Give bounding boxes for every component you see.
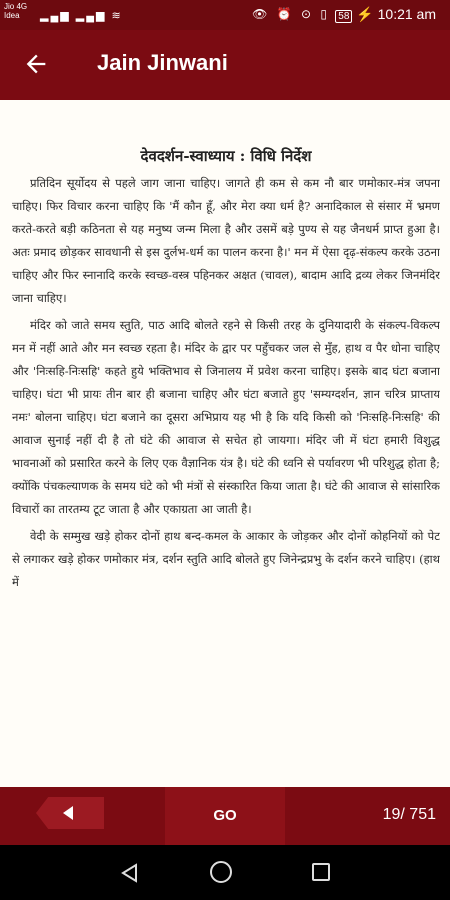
nav-home-icon[interactable] [210,861,232,883]
paragraph: वेदी के सम्मुख खड़े होकर दोनों हाथ बन्द-कमल के आकार के जोड़कर और दोनों कोहनियों को पेट से लगाकर खड़े होकर णमोकार मंत्र, दर्शन स्तुति आदि बोलते हुए जिनेन्द्रप्रभु के दर्शन करने चाहिए। (हाथ में [12,529,440,589]
status-bar [0,0,450,30]
arrow-left-icon [22,50,50,78]
clock-time: 10:21 am [377,6,436,22]
carrier-info [4,2,27,20]
reading-content[interactable] [12,140,440,780]
previous-page-button[interactable] [36,797,104,829]
nav-back-icon[interactable] [120,863,140,883]
app-bar [0,30,450,100]
nav-recents-icon[interactable] [312,863,330,881]
system-nav-bar [0,845,450,900]
carrier-primary: Jio 4G [4,2,28,11]
status-icons: 👁 ⏰ ⊙ ▯ [252,7,330,21]
paragraph: प्रतिदिन सूर्योदय से पहले जाग जाना चाहिए। जागते ही कम से कम नौ बार णमोकार-मंत्र जपना चाहिए। फिर विचार करना चाहिए कि 'मैं कौन हूँ, और मेरा क्या धर्म है? अनादिकाल से संसार में भ्रमण करते-करते बड़ी कठिनता से यह मनुष्य जन्म मिला है और उसमें बड़े पुण्य से यह जैनधर्म प्राप्त हुआ है। अतः प्रमाद छोड़कर सावधानी से इस दुर्लभ-धर्म का पालन करना है।' मन में ऐसा दृढ़-संकल्प करके उठना चाहिए और फिर स्नानादि करके स्वच्छ-वस्त्र पहिनकर अक्षत (चावल), बादाम आदि द्रव्य लेकर जिनमंदिर जाना चाहिए। [12,176,440,305]
battery-icon: 58 [335,10,352,23]
page-heading: देवदर्शन-स्वाध्याय : विधि निर्देश [140,147,312,165]
back-button[interactable] [22,50,50,78]
paragraph: मंदिर को जाते समय स्तुति, पाठ आदि बोलते रहने से किसी तरह के दुनियादारी के संकल्प-विकल्प मन में नहीं आते और मन स्वच्छ रहता है। मंदिर के द्वार पर पहुँचकर जल से मुँह, हाथ व पैर धोना चाहिए और 'निःसहि-निःसहि' कहते हुये भक्तिभाव से जिनालय में प्रवेश करना चाहिए। इसके बाद घंटा बजाना चाहिए। घंटा भी प्रायः तीन बार ही बजाना चाहिए और घंटा बजाते हुए 'सम्यग्दर्शन, ज्ञान चरित्र प्राप्ताय नमः' बोलना चाहिए। घंटा बजाने का दूसरा अभिप्राय यह भी है कि यदि किसी को 'निःसहि-निःसहि' की आवाज सुनाई नहीं दी है तो घंटे की आवाज से सचेत हो जायगा। मंदिर जी में घंटा हमारी विशुद्ध भावनाओं को प्रसारित करने के लिए एक वैज्ञानिक यंत्र है। घंटे की ध्वनि से पर्यावरण भी परिशुद्ध होता है; क्योंकि पंचकल्याणक के समय घंटे को भी मंत्रों से संस्कारित किया जाता है। घंटे की आवाज से सांसारिक विचारों का तारतम्य टूट जाता है और एकाग्रता आ जाती है। [12,318,440,516]
status-right [335,6,436,23]
bottom-bar [0,787,450,845]
triangle-left-icon [63,806,73,820]
signal-icon: ▂▄▆ ▂▄▆ ≋ [40,10,123,22]
go-button[interactable]: GO [165,787,285,845]
app-title: Jain Jinwani [97,50,228,75]
charging-icon: ⚡ [356,6,374,22]
carrier-secondary: Idea [4,11,20,20]
page-indicator: 19/ 751 [382,806,436,823]
